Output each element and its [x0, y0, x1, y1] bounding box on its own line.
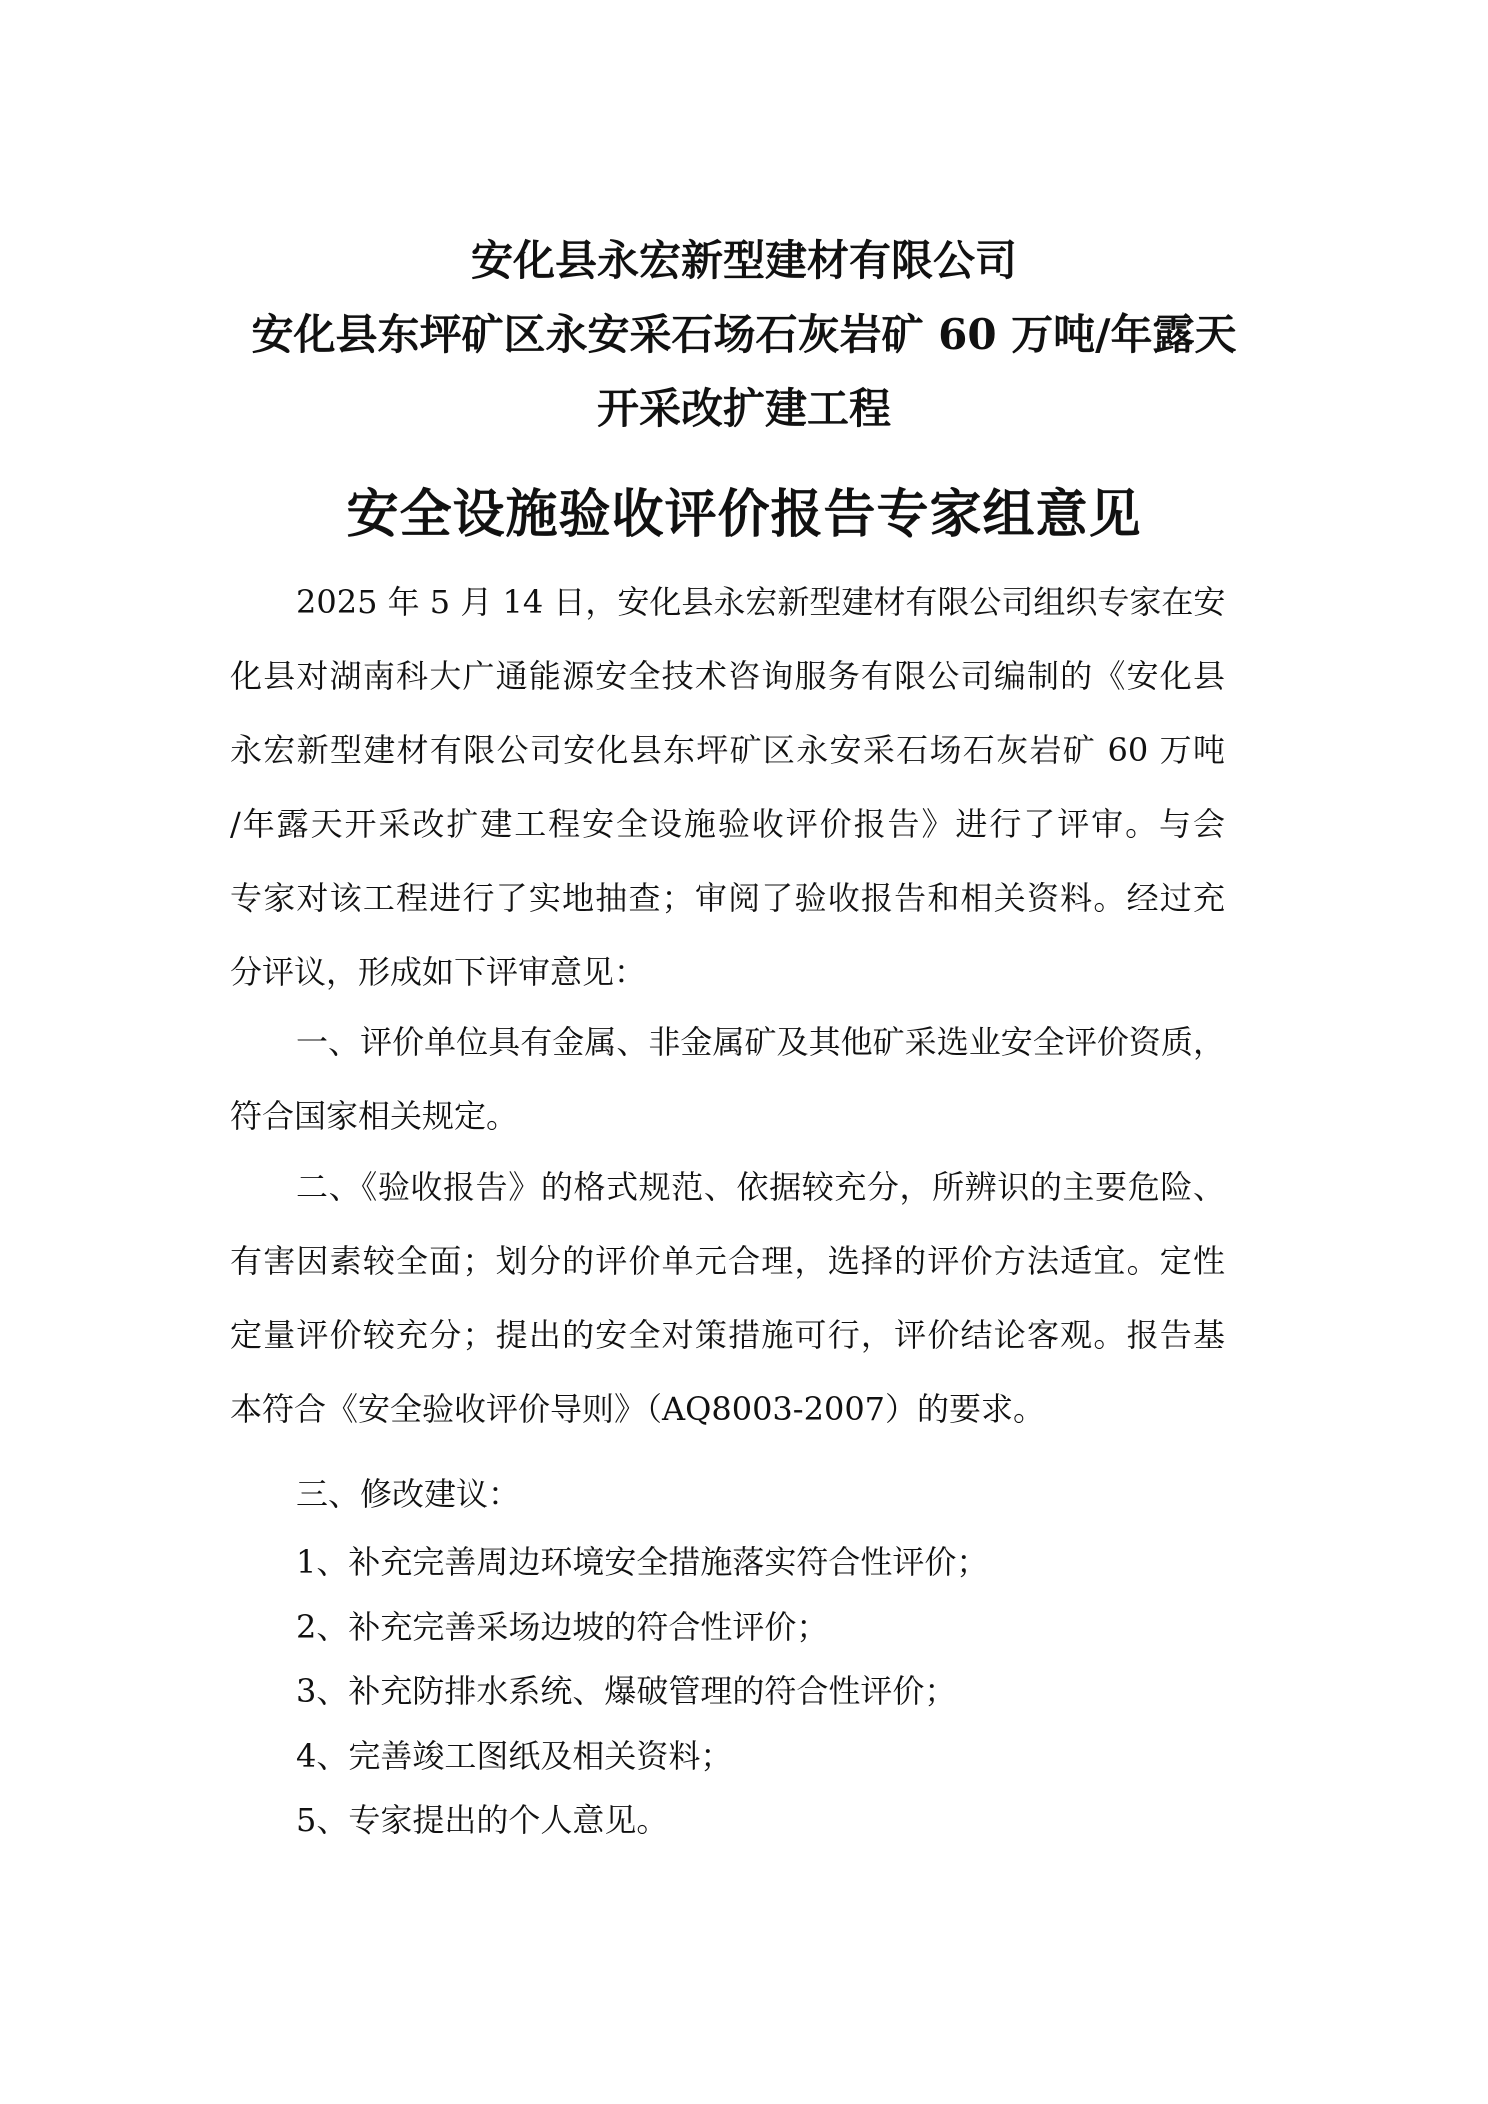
- suggestion-item: 2、补充完善采场边坡的符合性评价；: [296, 1607, 829, 1646]
- paragraph-line: /年露天开采改扩建工程安全设施验收评价报告》进行了评审。与会: [230, 805, 1225, 843]
- intro-paragraph: [230, 565, 1225, 1009]
- opinion-two-paragraph: [230, 1150, 1225, 1446]
- document-main-title: 安全设施验收评价报告专家组意见: [346, 484, 1142, 545]
- suggestions-heading: 三、修改建议：: [296, 1475, 521, 1513]
- paragraph-line: 二、《验收报告》的格式规范、依据较充分，所辨识的主要危险、: [296, 1168, 1225, 1206]
- suggestion-item: 1、补充完善周边环境安全措施落实符合性评价；: [296, 1543, 989, 1581]
- paragraph-line: 有害因素较全面；划分的评价单元合理，选择的评价方法适宜。定性: [230, 1242, 1225, 1280]
- paragraph-line: 永宏新型建材有限公司安化县东坪矿区永安采石场石灰岩矿 60 万吨: [230, 731, 1225, 769]
- paragraph-line: 化县对湖南科大广通能源安全技术咨询服务有限公司编制的《安化县: [230, 657, 1225, 695]
- paragraph-line: 分评议，形成如下评审意见：: [230, 953, 647, 991]
- suggestion-item: 5、专家提出的个人意见。: [296, 1801, 669, 1839]
- paragraph-line: 专家对该工程进行了实地抽查；审阅了验收报告和相关资料。经过充: [230, 879, 1225, 917]
- suggestions-list: [296, 1530, 988, 1853]
- paragraph-line: 本符合《安全验收评价导则》（AQ8003-2007）的要求。: [230, 1390, 1046, 1428]
- project-title-line1: 安化县东坪矿区永安采石场石灰岩矿 60 万吨/年露天: [251, 310, 1237, 359]
- paragraph-line: 一、评价单位具有金属、非金属矿及其他矿采选业安全评价资质，: [296, 1023, 1225, 1061]
- company-name-title: 安化县永宏新型建材有限公司: [470, 236, 1017, 285]
- paragraph-line: 2025 年 5 月 14 日，安化县永宏新型建材有限公司组织专家在安: [296, 583, 1226, 621]
- paragraph-line: 定量评价较充分；提出的安全对策措施可行，评价结论客观。报告基: [230, 1316, 1225, 1354]
- project-title-line2: 开采改扩建工程: [596, 384, 891, 433]
- opinion-one-paragraph: [230, 1005, 1225, 1153]
- paragraph-line: 符合国家相关规定。: [230, 1097, 519, 1135]
- suggestion-item: 4、完善竣工图纸及相关资料；: [296, 1736, 733, 1775]
- suggestion-item: 3、补充防排水系统、爆破管理的符合性评价；: [296, 1672, 957, 1710]
